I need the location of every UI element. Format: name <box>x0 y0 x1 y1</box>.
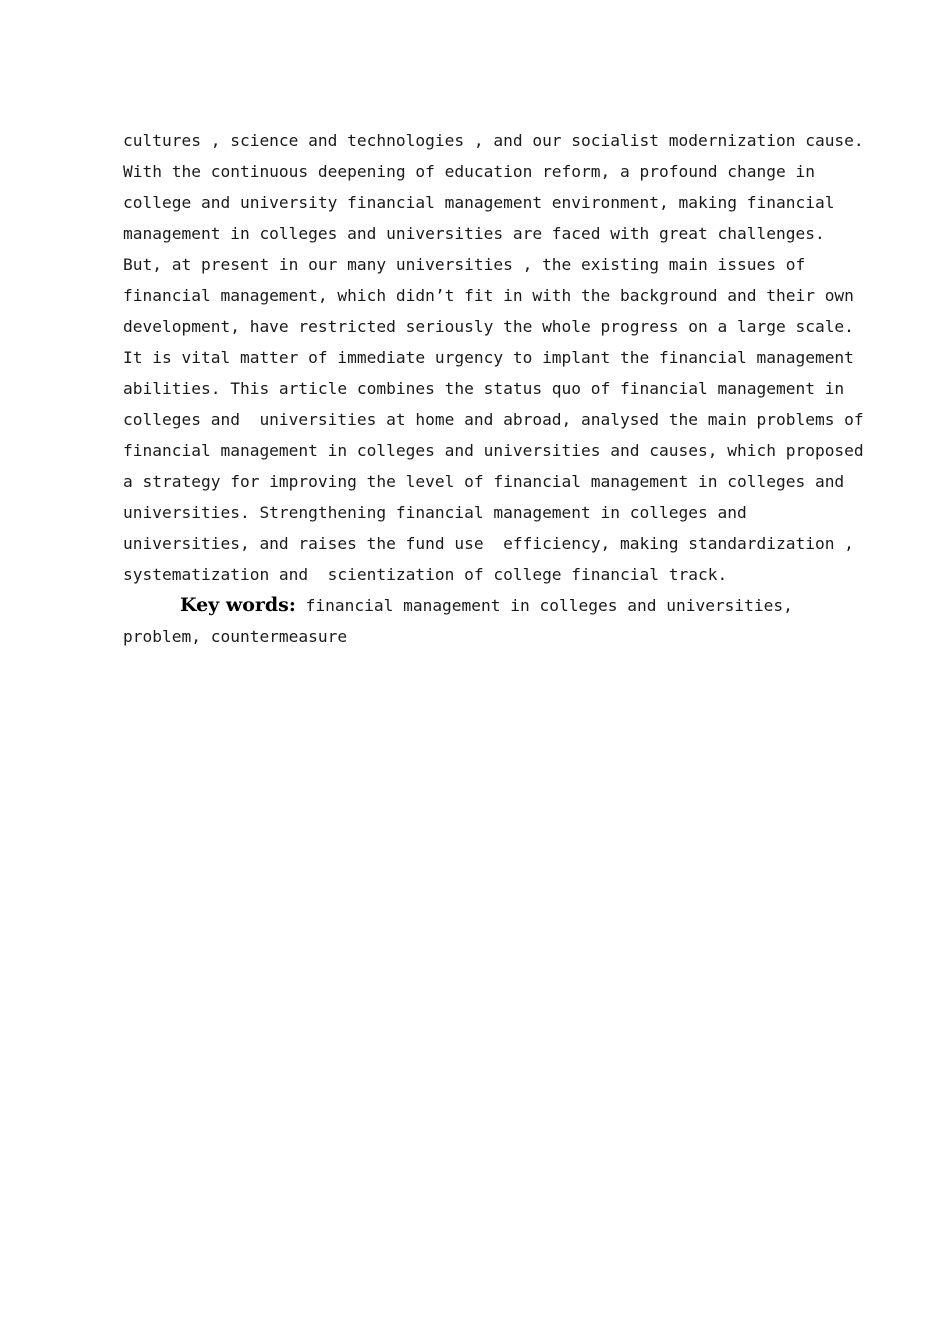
abstract-line: cultures , science and technologies , and our socialist modernization cause. <box>123 131 864 150</box>
abstract-line: abilities. This article combines the status quo of financial management in <box>123 379 845 398</box>
abstract-line: It is vital matter of immediate urgency to implant the financial management <box>123 348 854 367</box>
abstract-line: financial management, which didn’t fit in with the background and their own <box>123 286 854 305</box>
abstract-line: a strategy for improving the level of financial management in colleges and <box>123 472 845 491</box>
keywords-paragraph <box>123 590 863 621</box>
abstract-line: universities, and raises the fund use efficiency, making standardization , <box>123 534 854 553</box>
keywords-label: Key words: <box>180 594 296 616</box>
abstract-line: college and university financial management environment, making financial <box>123 193 835 212</box>
abstract-line: But, at present in our many universities , the existing main issues of <box>123 255 806 274</box>
abstract-line: development, have restricted seriously the whole progress on a large scale. <box>123 317 854 336</box>
abstract-line: With the continuous deepening of education reform, a profound change in <box>123 162 815 181</box>
abstract-body <box>123 125 863 652</box>
abstract-line: systematization and scientization of college financial track. <box>123 565 728 584</box>
keywords-text: financial management in colleges and universities, <box>295 596 793 615</box>
abstract-line: universities. Strengthening financial management in colleges and <box>123 503 747 522</box>
abstract-line: financial management in colleges and universities and causes, which proposed <box>123 441 864 460</box>
abstract-line: management in colleges and universities are faced with great challenges. <box>123 224 825 243</box>
abstract-line: colleges and universities at home and abroad, analysed the main problems of <box>123 410 864 429</box>
keywords-continuation: problem, countermeasure <box>123 627 348 646</box>
